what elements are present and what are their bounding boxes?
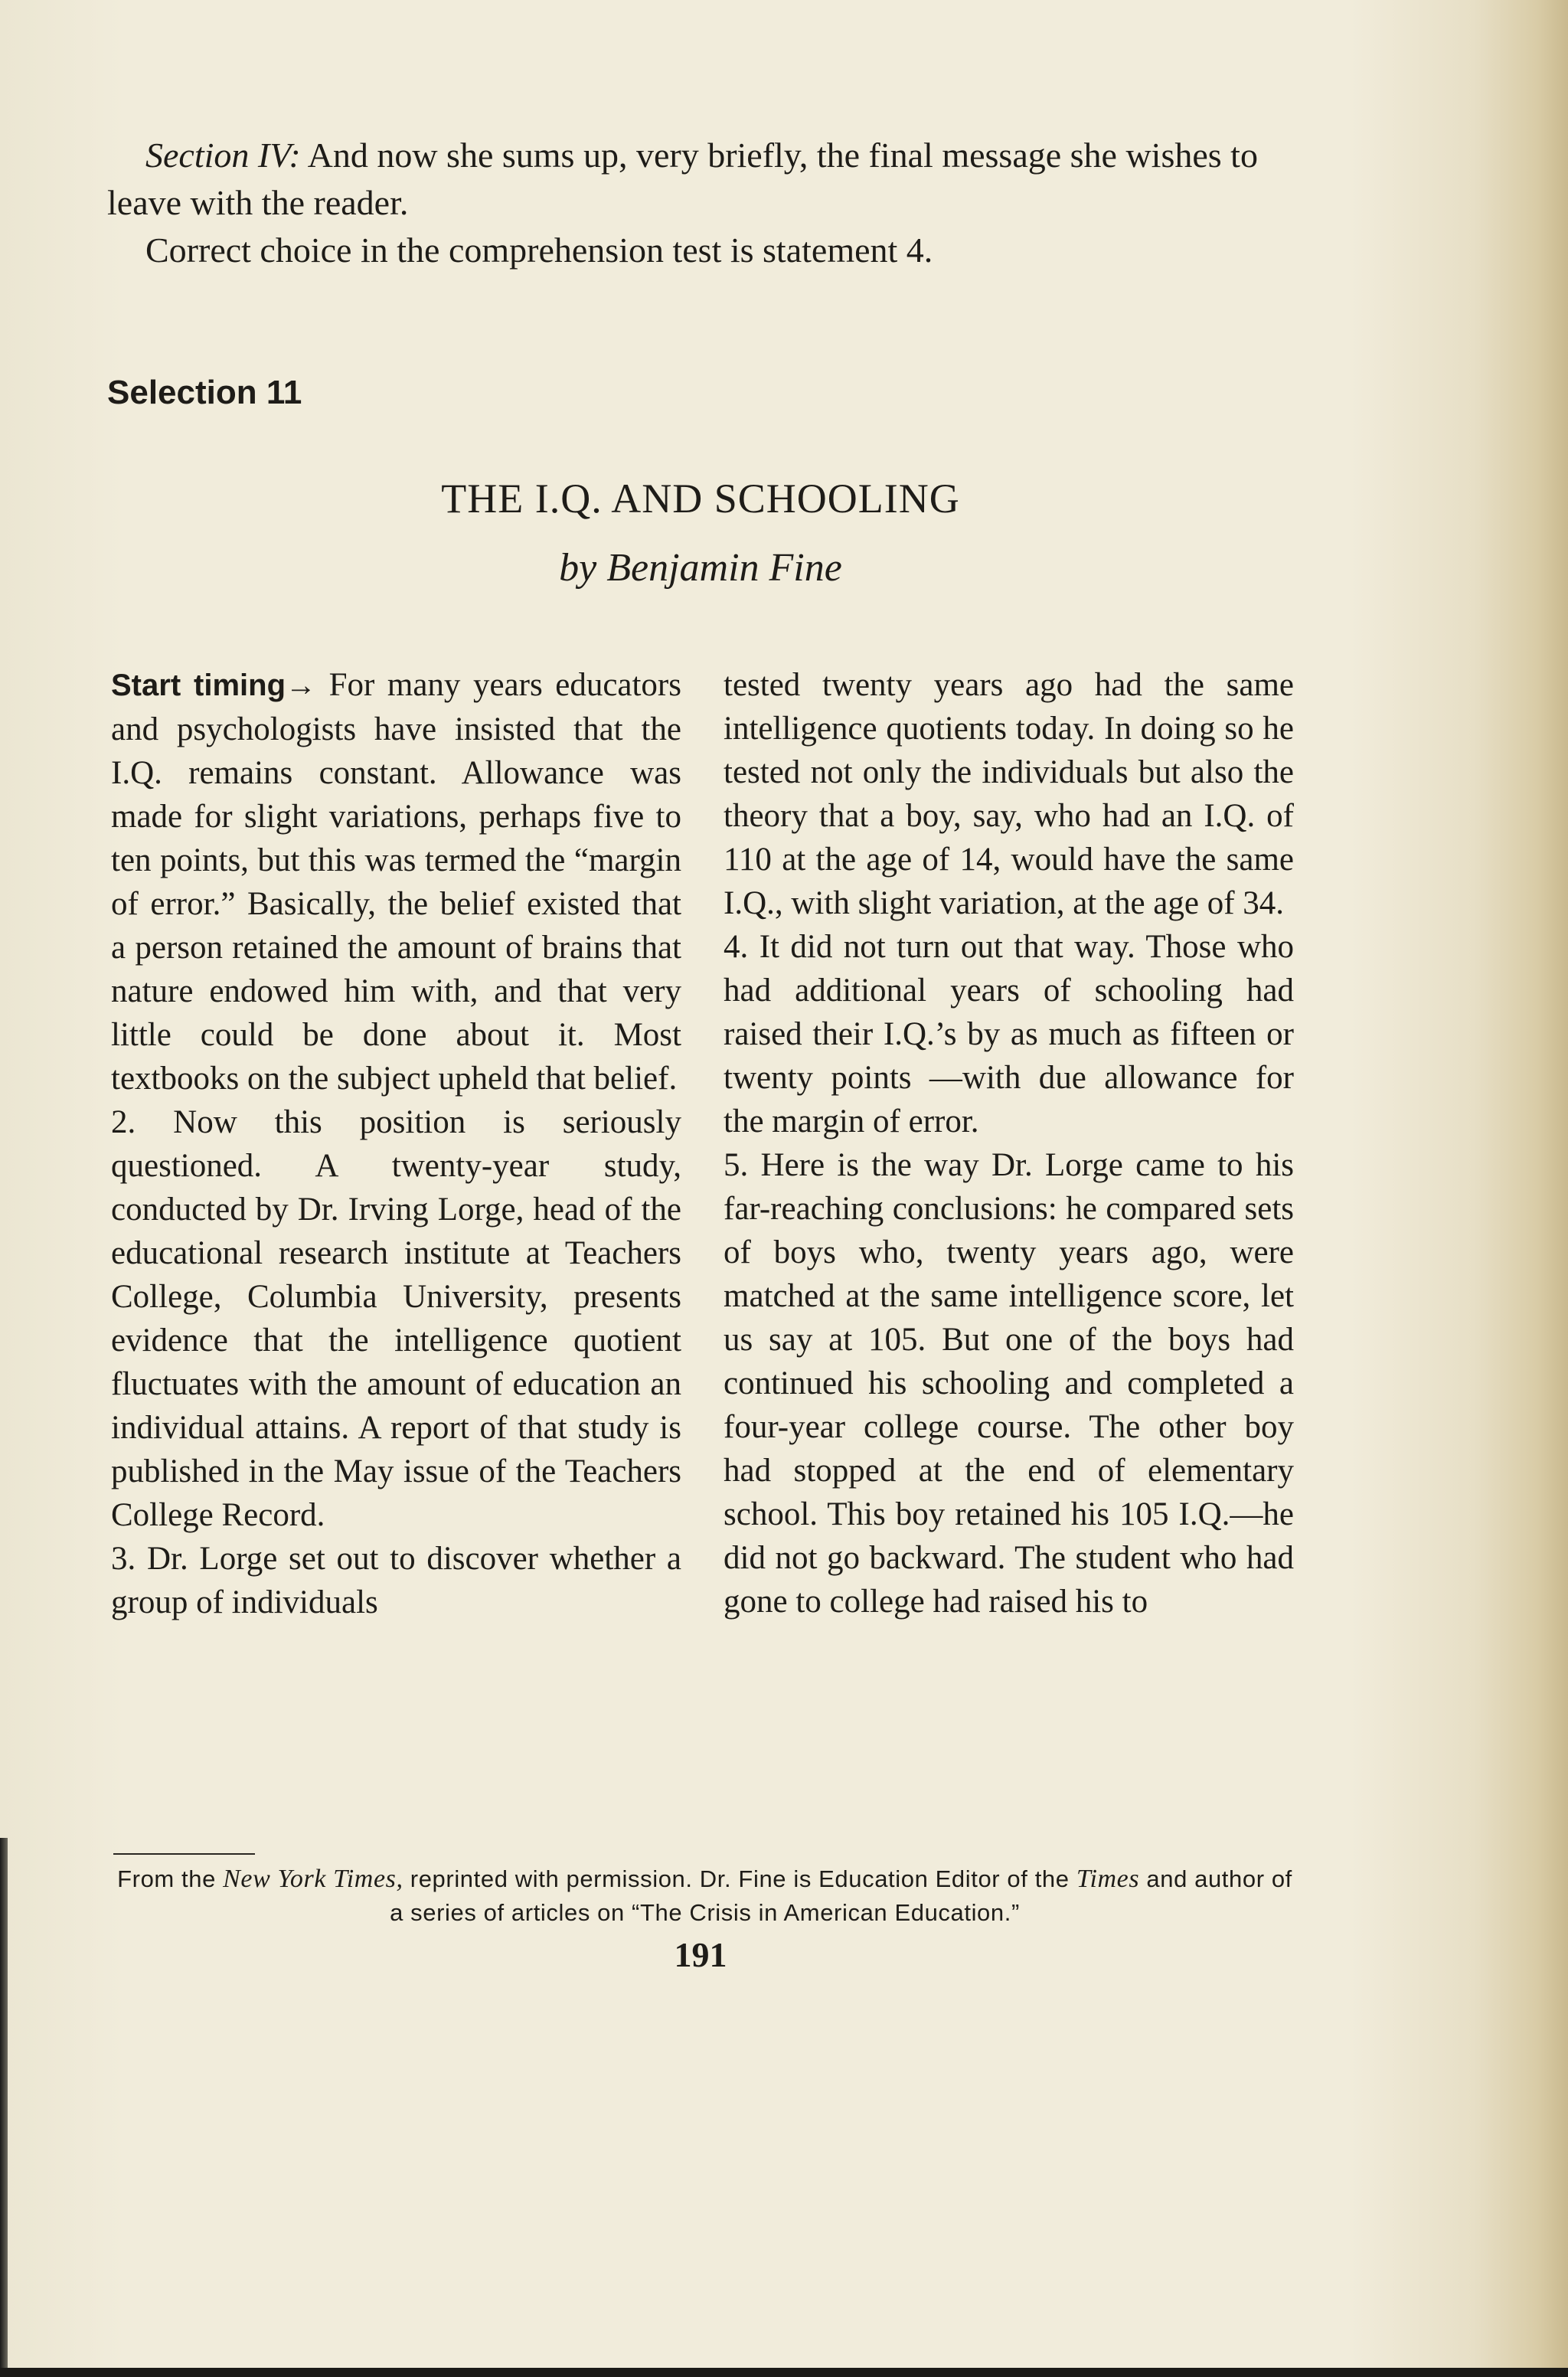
article-title: THE I.Q. AND SCHOOLING [441,476,960,522]
paragraph-5: 5. Here is the way Dr. Lorge came to his far-reaching conclusions: he compared sets of boys who, twenty years ago, were matched at the same intelligence score, let us say at 105. But one of the boys had continued his schooling and completed a four-year college course. The other boy had stopped at the end of elementary school. This boy retained his 105 I.Q.—he did not go backward. The student who had gone to college had raised his to [724,1147,1294,1620]
footnote-rule [113,1853,255,1855]
paragraph-2: 2. Now this position is seriously questioned. A twenty-year study, conducted by Dr. Irving Lorge, head of the educational research institute at Teachers College, Columbia University, presents evidence that the intelligence quotient fluctuates with the amount of education an individual attains. A report of that study is published in the May issue of the Teachers College Record. [111,1104,681,1533]
paragraph-4: 4. It did not turn out that way. Those who had additional years of schooling had raised their I.Q.’s by as much as fifteen or twenty points —with due allowance for the margin of error. [724,929,1294,1139]
footnote [113,1862,1296,1930]
footnote-source: New York Times, [223,1865,403,1893]
right-column [724,663,1294,1623]
selection-heading: Selection 11 [107,374,302,411]
intro-line-1: And now she sums up, very briefly, the final message she wishes to leave with the reader. [107,136,1258,222]
page-number: 191 [674,1935,727,1974]
footnote-text-1: From the [117,1865,224,1892]
page-bottom-edge [0,2368,1568,2377]
section-label: Section IV: [145,136,301,175]
left-column [111,663,681,1624]
paragraph-3-start: 3. Dr. Lorge set out to discover whether a group of individuals [111,1541,681,1620]
page-edge-shadow [0,1838,8,2377]
start-timing-marker: Start timing→ [111,669,317,702]
footnote-text-3: and author of a series of articles on “The Crisis in American Education.” [390,1865,1292,1926]
paragraph-1: For many years educators and psychologists have insisted that the I.Q. remains constant. Allowance was made for slight variations, perhaps five to ten points, but this was termed the “margin of error.” Basically, the belief existed that a person retained the amount of brains that nature endowed him with, and that very little could be done about it. Most textbooks on the subject upheld that belief. [111,667,681,1097]
footnote-text-2: reprinted with permission. Dr. Fine is Education Editor of the [403,1865,1076,1892]
article-byline: by Benjamin Fine [559,546,842,590]
intro-paragraph [107,132,1302,274]
footnote-source-2: Times [1076,1865,1140,1893]
paragraph-3-continued: tested twenty years ago had the same intelligence quotients today. In doing so he tested not only the individuals but also the theory that a boy, say, who had an I.Q. of 110 at the age of 14, would have the same I.Q., with slight variation, at the age of 34. [724,667,1294,921]
intro-line-2: Correct choice in the comprehension test is statement 4. [145,231,933,270]
